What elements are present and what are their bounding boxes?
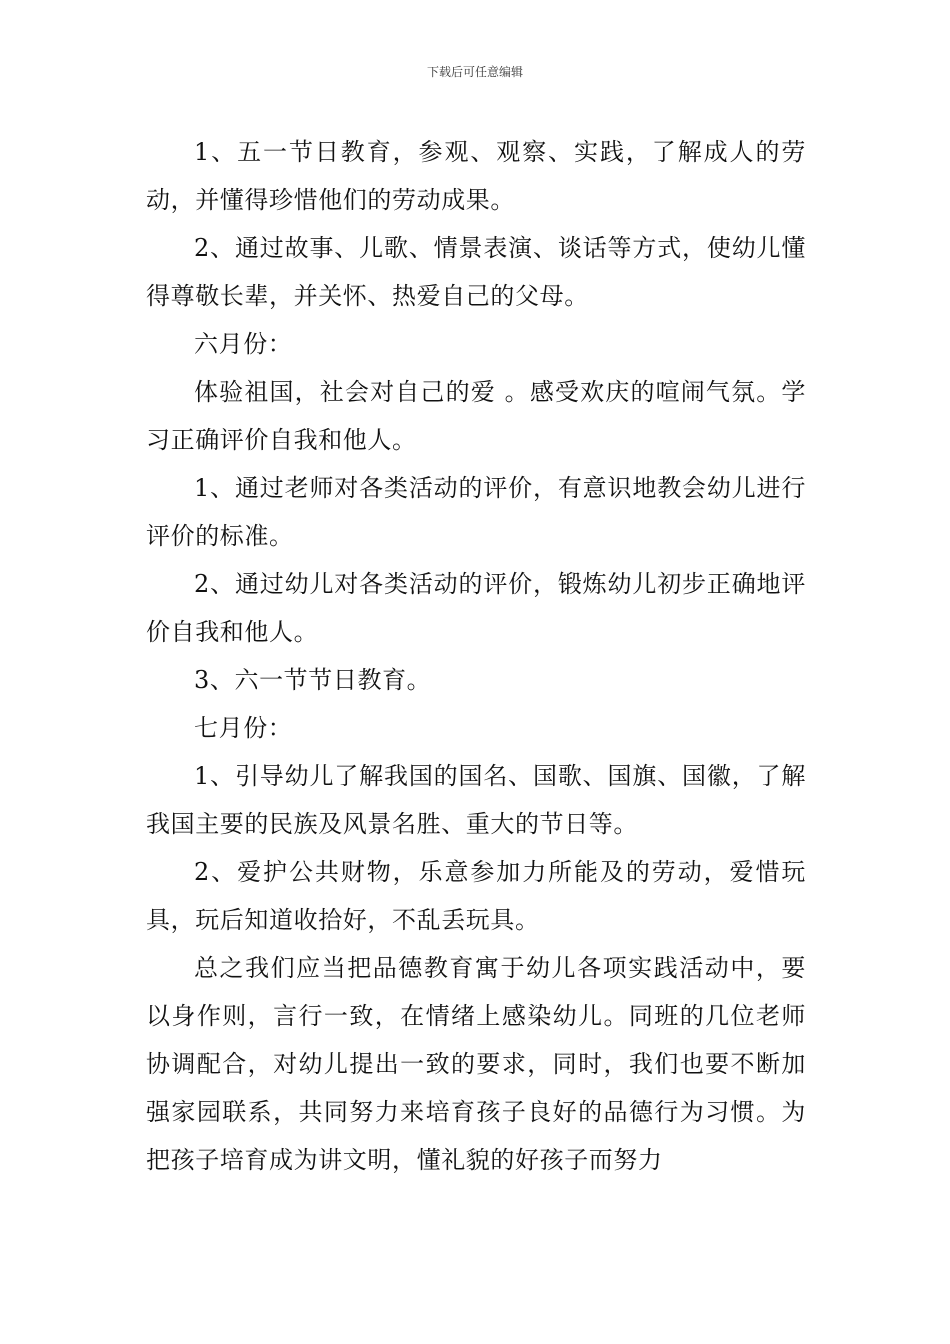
heading-july: 七月份： bbox=[194, 714, 293, 742]
page-header: 下载后可任意编辑 bbox=[426, 65, 523, 79]
paragraph-july-item-1: 1、引导幼儿了解我国的国名、国歌、国旗、国徽，了解我国主要的民族及风景名胜、重大的节日等。 bbox=[146, 762, 806, 838]
paragraph-may-item-2: 2、通过故事、儿歌、情景表演、谈话等方式，使幼儿懂得尊敬长辈，并关怀、热爱自己的父母。 bbox=[146, 234, 806, 310]
paragraph-june-item-2: 2、通过幼儿对各类活动的评价，锻炼幼儿初步正确地评价自我和他人。 bbox=[146, 570, 806, 646]
paragraph-june-intro: 体验祖国，社会对自己的爱 。感受欢庆的喧闹气氛。学习正确评价自我和他人。 bbox=[146, 378, 806, 454]
heading-june: 六月份： bbox=[194, 330, 293, 358]
paragraph-july-item-2: 2、爱护公共财物，乐意参加力所能及的劳动，爱惜玩具，玩后知道收拾好，不乱丢玩具。 bbox=[146, 858, 806, 934]
document-body bbox=[146, 128, 806, 1184]
paragraph-june-item-3: 3、六一节节日教育。 bbox=[194, 666, 432, 694]
paragraph-june-item-1: 1、通过老师对各类活动的评价，有意识地教会幼儿进行评价的标准。 bbox=[146, 474, 806, 550]
paragraph-may-item-1: 1、五一节日教育，参观、观察、实践，了解成人的劳动，并懂得珍惜他们的劳动成果。 bbox=[146, 138, 806, 214]
paragraph-summary: 总之我们应当把品德教育寓于幼儿各项实践活动中，要以身作则，言行一致，在情绪上感染幼儿。同班的几位老师协调配合，对幼儿提出一致的要求，同时，我们也要不断加强家园联系，共同努力来培育孩子良好的品德行为习惯。为把孩子培育成为讲文明，懂礼貌的好孩子而努力 bbox=[146, 954, 806, 1174]
